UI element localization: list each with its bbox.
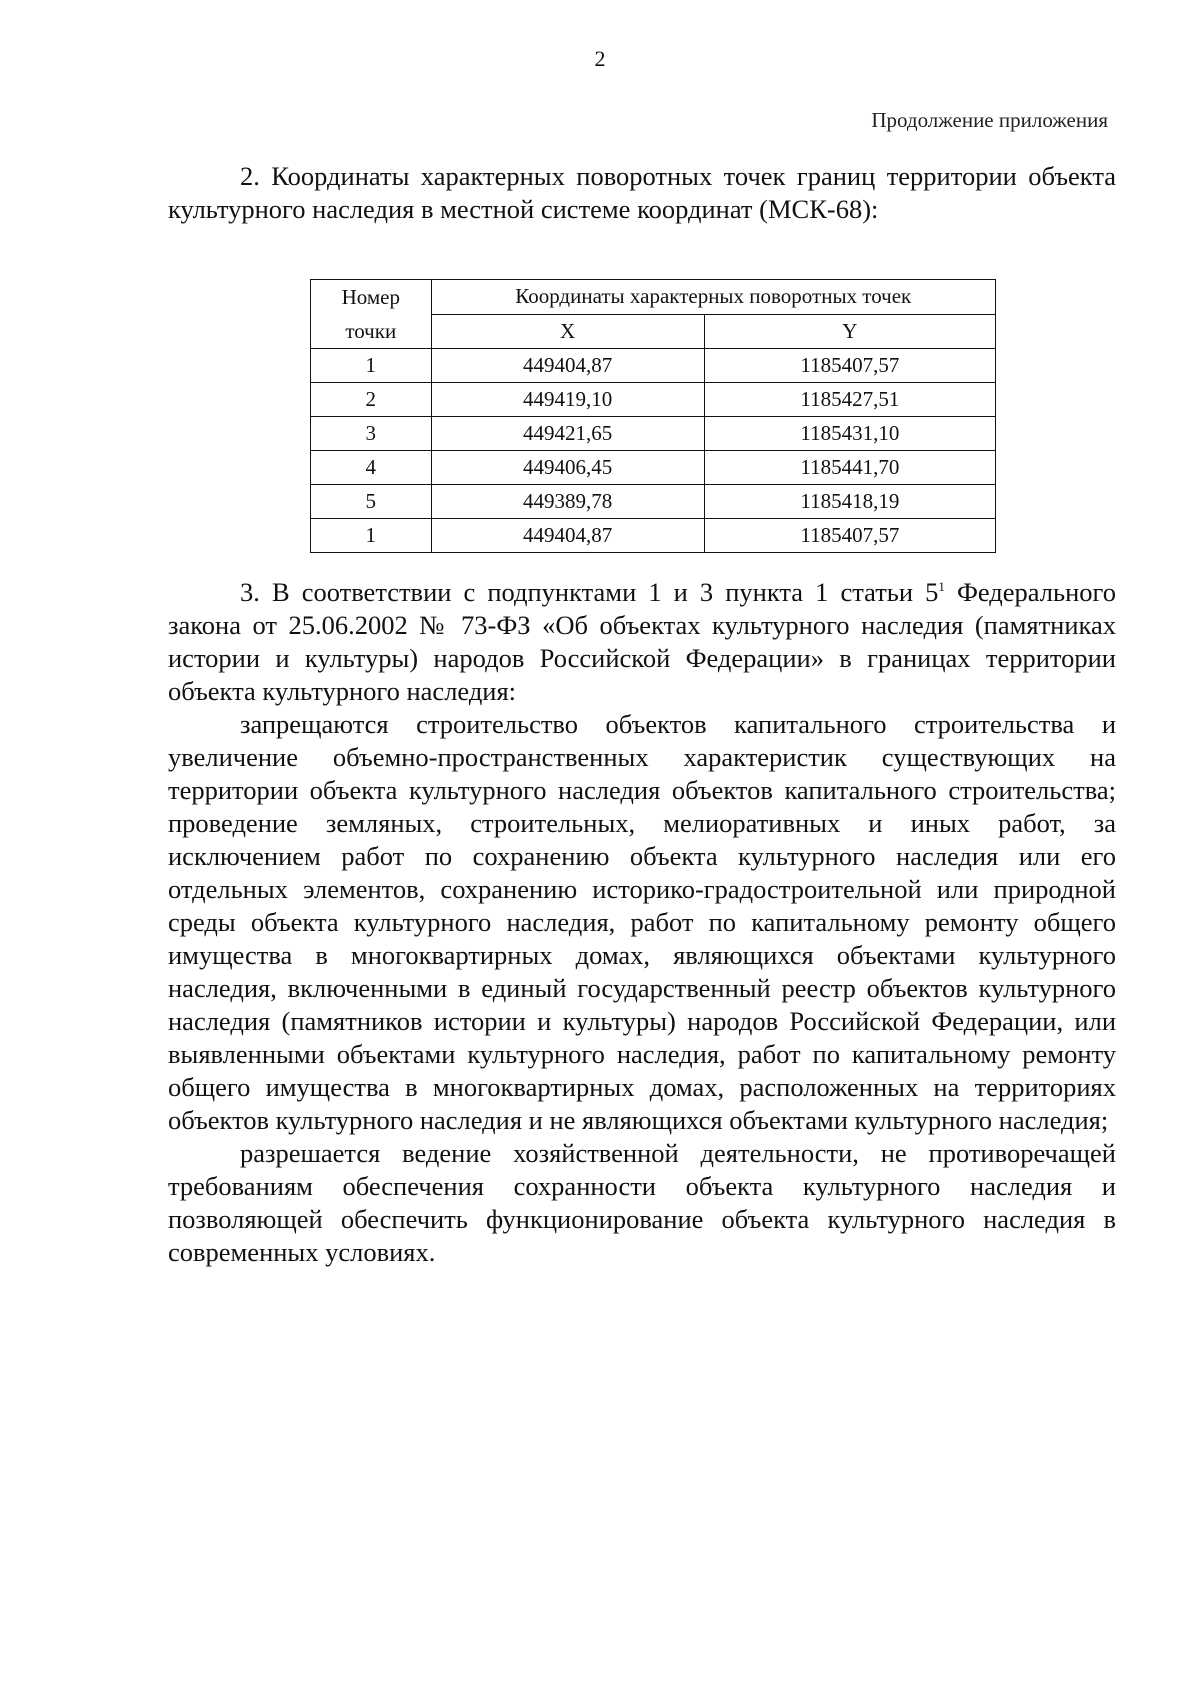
cell-y: 1185441,70 <box>704 451 995 485</box>
cell-point: 5 <box>311 485 432 519</box>
header-y: Y <box>704 314 995 349</box>
header-point-number <box>311 280 432 349</box>
cell-x: 449421,65 <box>431 417 704 451</box>
table-row <box>311 383 996 417</box>
permitted-paragraph: разрешается ведение хозяйственной деятельности, не противоречащей требованиям обеспечения сохранности объекта культурного наследия и позволяющей обеспечить функционирование объекта культурного наследия в современных условиях. <box>168 1138 1116 1267</box>
table-row <box>311 485 996 519</box>
cell-x: 449406,45 <box>431 451 704 485</box>
cell-point: 1 <box>311 349 432 383</box>
cell-y: 1185407,57 <box>704 519 995 553</box>
cell-y: 1185431,10 <box>704 417 995 451</box>
cell-y: 1185418,19 <box>704 485 995 519</box>
section-3-intro-start: 3. В соответствии с подпунктами 1 и 3 пункта 1 статьи 5 <box>240 577 939 607</box>
section-2-paragraph: 2. Координаты характерных поворотных точек границ территории объекта культурного наследия в местной системе координат (МСК-68): <box>168 161 1116 224</box>
cell-x: 449419,10 <box>431 383 704 417</box>
prohibited-paragraph: запрещаются строительство объектов капитального строительства и увеличение объемно-пространственных характеристик существующих на территории объекта культурного наследия объектов капитального строительства; проведение земляных, строительных, мелиоративных и иных работ, за исключением работ по сохранению объекта культурного наследия или его отдельных элементов, сохранению историко-градостроительной или природной среды объекта культурного наследия, работ по капитальному ремонту общего имущества в многоквартирных домах, являющихся объектами культурного наследия, включенными в единый государственный реестр объектов культурного наследия (памятников истории и культуры) народов Российской Федерации, или выявленными объектами культурного наследия, работ по капитальному ремонту общего имущества в многоквартирных домах, расположенных на территориях объектов культурного наследия и не являющихся объектами культурного наследия; <box>168 709 1116 1135</box>
page-number: 2 <box>594 46 606 71</box>
table-row <box>311 519 996 553</box>
section-3 <box>168 576 1116 1269</box>
cell-y: 1185407,57 <box>704 349 995 383</box>
article-superscript: 1 <box>938 579 945 595</box>
cell-x: 449389,78 <box>431 485 704 519</box>
appendix-continuation-note: Продолжение приложения <box>871 108 1108 132</box>
cell-point: 1 <box>311 519 432 553</box>
section-3-intro-end: Федерального закона от 25.06.2002 № 73-ФЗ «Об объектах культурного наследия (памятниках истории и культуры) народов Российской Федерации» в границах территории объекта культурного наследия: <box>168 577 1116 706</box>
cell-x: 449404,87 <box>431 519 704 553</box>
header-point-line2: точки <box>345 319 397 343</box>
header-point-line1: Номер <box>341 285 400 309</box>
header-x: X <box>431 314 704 349</box>
table-header-row <box>311 280 996 315</box>
table-row <box>311 417 996 451</box>
cell-y: 1185427,51 <box>704 383 995 417</box>
section-3-intro <box>168 576 1116 708</box>
coordinates-table <box>310 279 996 553</box>
cell-point: 3 <box>311 417 432 451</box>
table-row <box>311 349 996 383</box>
cell-point: 4 <box>311 451 432 485</box>
header-coordinates: Координаты характерных поворотных точек <box>431 280 995 315</box>
cell-x: 449404,87 <box>431 349 704 383</box>
table-row <box>311 451 996 485</box>
cell-point: 2 <box>311 383 432 417</box>
